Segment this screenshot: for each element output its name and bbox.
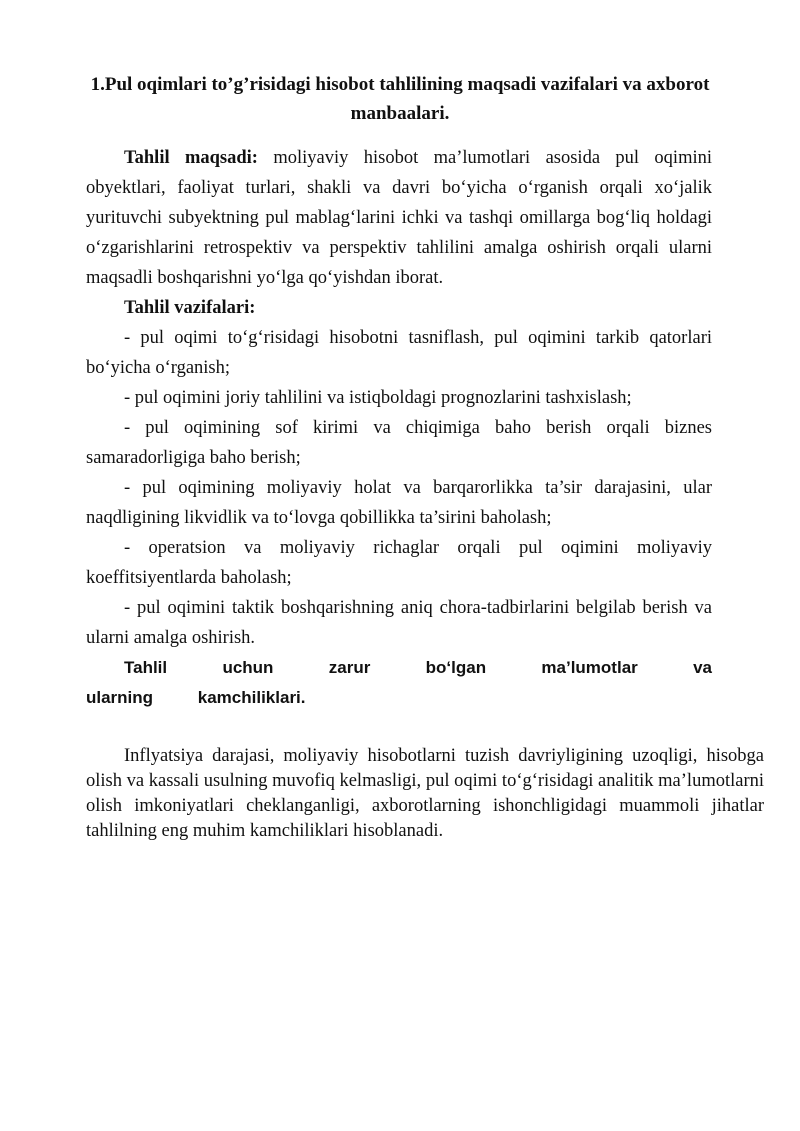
- tasks-heading: Tahlil vazifalari:: [124, 298, 256, 318]
- document-title: 1.Pul oqimlari to’g’risidagi hisobot tahlilining maqsadi vazifalari va axborot manbaalari.: [90, 74, 710, 124]
- data-shortcomings-heading: Tahlil uchun zarur bo‘lgan ma’lumotlar va ularning kamchiliklari.: [86, 658, 712, 707]
- task-item: - pul oqimini joriy tahlilini va istiqboldagi prognozlarini tashxislash;: [124, 388, 632, 408]
- closing-paragraph: Inflyatsiya darajasi, moliyaviy hisobotlarni tuzish davriyligining uzoqligi, hisobga olish va kassali usulning muvofiq kelmasligi, pul oqimi to‘g‘risidagi analitik ma’lumotlarni olish imkoniyatlari cheklanganligi, axborotlarning ishonchligidagi muammoli jihatlar tahlilning eng muhim kamchiliklari hisoblanadi.: [86, 746, 764, 841]
- document-body: [86, 143, 712, 713]
- task-item: - pul oqimining moliyaviy holat va barqarorlikka ta’sir darajasini, ular naqdligining likvidlik va to‘lovga qobillikka ta’sirini baholash;: [86, 478, 712, 528]
- goal-text: moliyaviy hisobot ma’lumotlari asosida pul oqimini obyektlari, faoliyat turlari, shakli va davri bo‘yicha o‘rganish orqali xo‘jalik yurituvchi subyektning pul mablag‘larini ichki va tashqi omillarga bog‘liq holdagi o‘zgarishlarini retrospektiv va perspektiv tahlilini amalga oshirish orqali ularni maqsadli boshqarishni yo‘lga qo‘yishdan iborat.: [86, 148, 712, 288]
- goal-paragraph: [86, 143, 712, 293]
- goal-label: Tahlil maqsadi:: [124, 148, 258, 168]
- task-item: - operatsion va moliyaviy richaglar orqali pul oqimini moliyaviy koeffitsiyentlarda baholash;: [86, 538, 712, 588]
- task-item: - pul oqimini taktik boshqarishning aniq chora-tadbirlarini belgilab berish va ularni amalga oshirish.: [86, 598, 712, 648]
- task-item: - pul oqimi to‘g‘risidagi hisobotni tasniflash, pul oqimini tarkib qatorlari bo‘yicha o‘rganish;: [86, 328, 712, 378]
- task-item: - pul oqimining sof kirimi va chiqimiga baho berish orqali biznes samaradorligiga baho berish;: [86, 418, 712, 468]
